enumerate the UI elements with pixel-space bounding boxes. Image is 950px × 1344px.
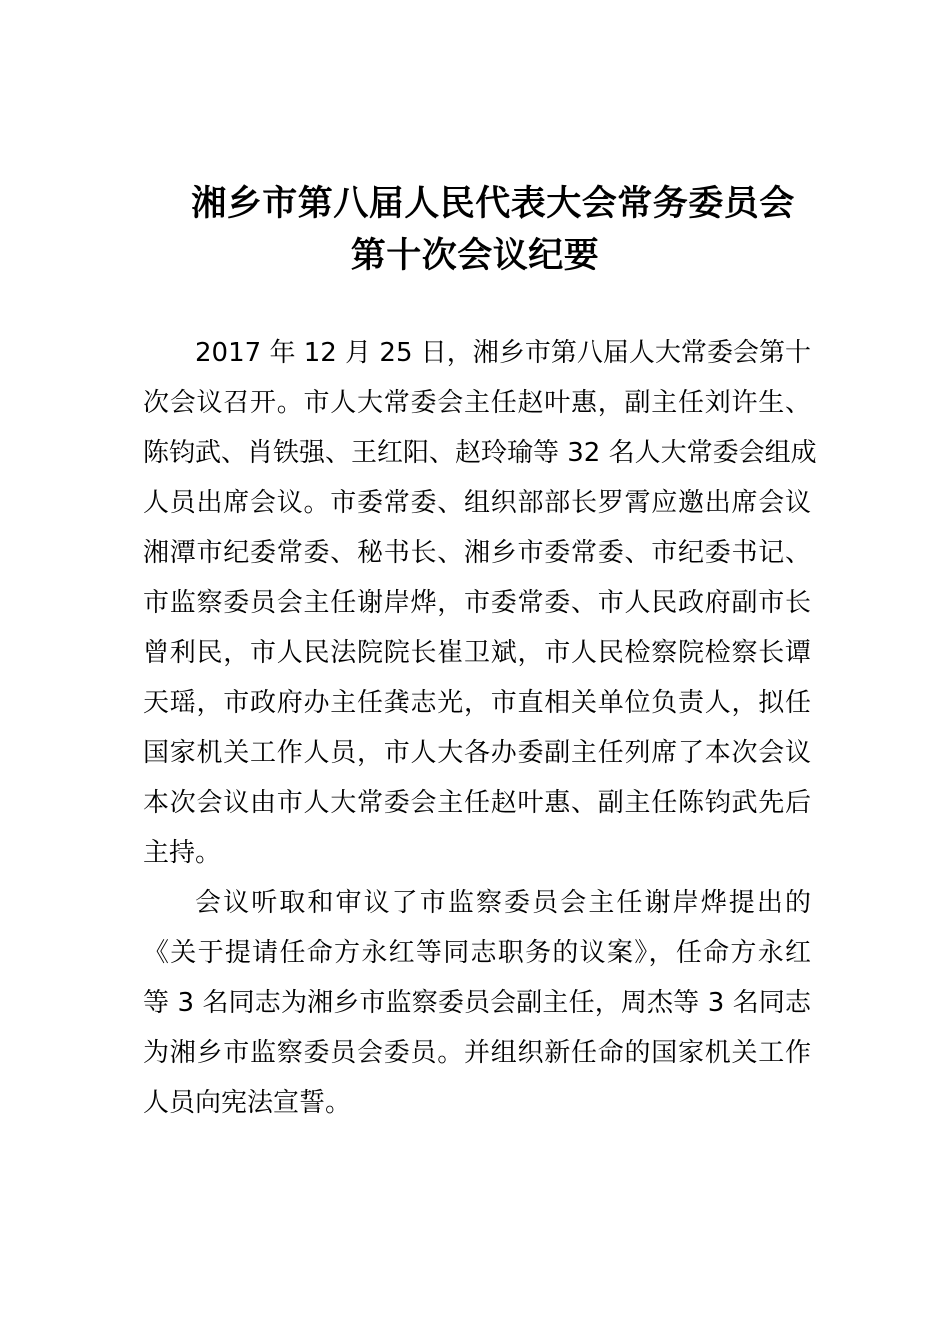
text-line: 《关于提请任命方永红等同志职务的议案》，任命方永红 bbox=[143, 938, 811, 968]
text-line: 2017 年 12 月 25 日，湘乡市第八届人大常委会第十 bbox=[195, 338, 811, 368]
text-line: 次会议召开。市人大常委会主任赵叶惠，副主任刘许生、 bbox=[143, 388, 811, 418]
paragraph-1 bbox=[143, 328, 817, 878]
paragraph-2 bbox=[143, 878, 811, 1128]
text-line: 为湘乡市监察委员会委员。并组织新任命的国家机关工作 bbox=[143, 1038, 811, 1068]
text-line: 天瑶，市政府办主任龚志光，市直相关单位负责人，拟任 bbox=[143, 688, 811, 718]
text-line: 湘潭市纪委常委、秘书长、湘乡市委常委、市纪委书记、 bbox=[143, 538, 811, 568]
document-body bbox=[143, 328, 817, 1128]
text-line: 主持。 bbox=[143, 838, 222, 868]
text-line: 陈钧武、肖铁强、王红阳、赵玲瑜等 32 名人大常委会组成 bbox=[143, 438, 817, 468]
text-line: 人员向宪法宣誓。 bbox=[143, 1088, 352, 1118]
text-line: 人员出席会议。市委常委、组织部部长罗霄应邀出席会议 bbox=[143, 488, 811, 518]
title-line-2: 第十次会议纪要 bbox=[350, 236, 600, 276]
text-line: 曾利民，市人民法院院长崔卫斌，市人民检察院检察长谭 bbox=[143, 638, 811, 668]
text-line: 国家机关工作人员，市人大各办委副主任列席了本次会议 bbox=[143, 738, 811, 768]
text-line: 等 3 名同志为湘乡市监察委员会副主任，周杰等 3 名同志 bbox=[143, 988, 811, 1018]
title-line-1: 湘乡市第八届人民代表大会常务委员会 bbox=[191, 184, 795, 224]
text-line: 市监察委员会主任谢岸烨，市委常委、市人民政府副市长 bbox=[143, 588, 811, 618]
text-line: 本次会议由市人大常委会主任赵叶惠、副主任陈钧武先后 bbox=[143, 788, 811, 818]
document-title bbox=[0, 178, 950, 282]
text-line: 会议听取和审议了市监察委员会主任谢岸烨提出的 bbox=[195, 888, 811, 918]
